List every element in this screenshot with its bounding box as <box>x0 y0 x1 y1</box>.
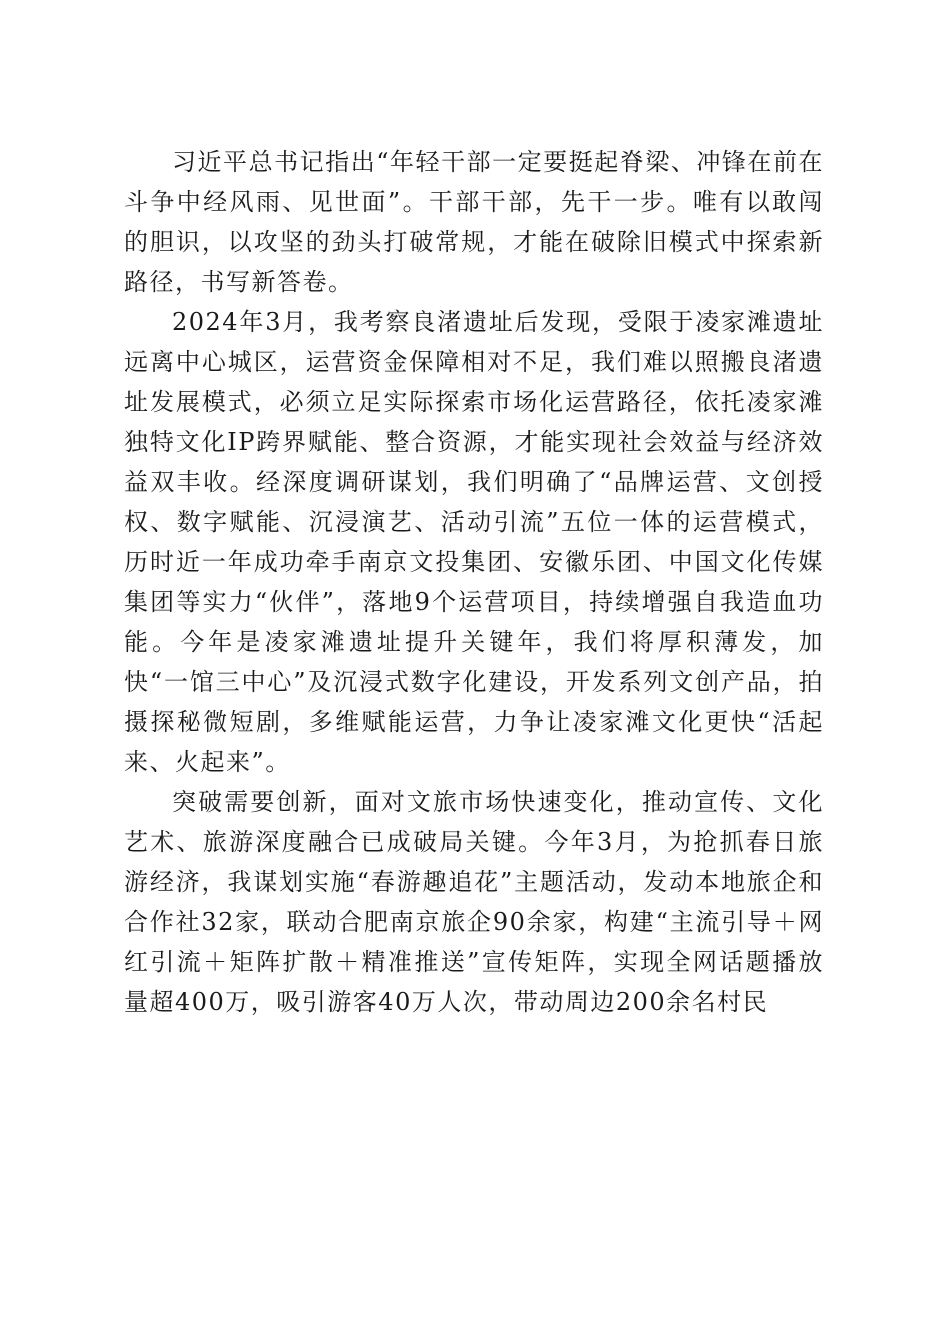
paragraph-3: 突破需要创新，面对文旅市场快速变化，推动宣传、文化艺术、旅游深度融合已成破局关键。今年3月，为抢抓春日旅游经济，我谋划实施“春游趣追花”主题活动，发动本地旅企和合作社32家，联动合肥南京旅企90余家，构建“主流引导＋网红引流＋矩阵扩散＋精准推送”宣传矩阵，实现全网话题播放量超400万，吸引游客40万人次，带动周边200余名村民 <box>124 788 824 1016</box>
paragraph-2: 2024年3月，我考察良渚遗址后发现，受限于凌家滩遗址远离中心城区，运营资金保障相对不足，我们难以照搬良渚遗址发展模式，必须立足实际探索市场化运营路径，依托凌家滩独特文化IP跨界赋能、整合资源，才能实现社会效益与经济效益双丰收。经深度调研谋划，我们明确了“品牌运营、文创授权、数字赋能、沉浸演艺、活动引流”五位一体的运营模式，历时近一年成功牵手南京文投集团、安徽乐团、中国文化传媒集团等实力“伙伴”，落地9个运营项目，持续增强自我造血功能。今年是凌家滩遗址提升关键年，我们将厚积薄发，加快“一馆三中心”及沉浸式数字化建设，开发系列文创产品，拍摄探秘微短剧，多维赋能运营，力争让凌家滩文化更快“活起来、火起来”。 <box>124 308 824 776</box>
document-body <box>124 142 824 1022</box>
paragraph-1: 习近平总书记指出“年轻干部一定要挺起脊梁、冲锋在前在斗争中经风雨、见世面”。干部干部，先干一步。唯有以敢闯的胆识，以攻坚的劲头打破常规，才能在破除旧模式中探索新路径，书写新答卷。 <box>124 148 824 296</box>
